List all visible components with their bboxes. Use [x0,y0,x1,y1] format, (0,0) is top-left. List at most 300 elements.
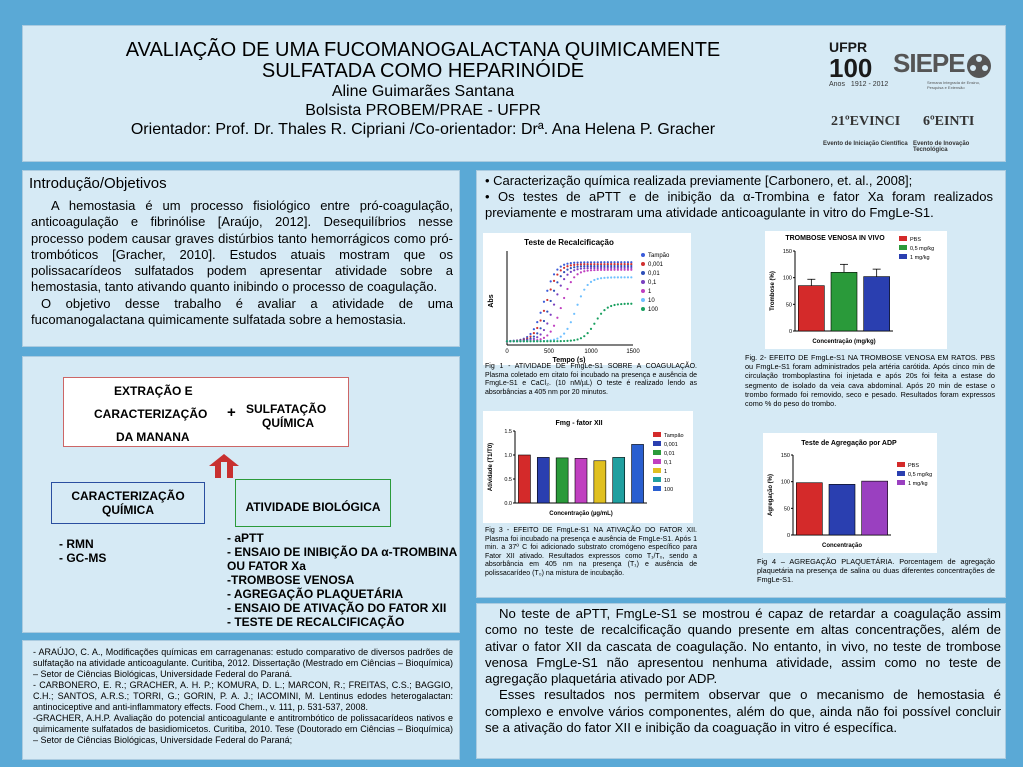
data-point [587,267,589,269]
bar [537,457,549,503]
chemical-methods-list [59,537,106,565]
data-point [536,340,538,342]
legend-marker [653,468,661,473]
ufpr-logo-anos-label: Anos [829,81,845,88]
y-tick-label: 100 [780,479,790,486]
data-point [566,265,568,267]
x-tick-label: 1000 [584,349,598,355]
data-point [523,340,525,342]
data-point [597,267,599,269]
data-point [573,339,575,341]
data-point [546,340,548,342]
fig1-caption: Fig 1 - ATIVIDADE DE FmgLe-S1 SOBRE A COAGULAÇÃO. Plasma coletado em citato foi incubado na presença e ausência de FmgLe-S1 e CaCl₂. (10 nM/µL) O teste é realizado lendo as absorbâncias a 405 nm por 20 minutos. [485,363,697,396]
data-point [576,273,578,275]
data-point [617,303,619,305]
data-point [546,334,548,336]
legend-label: 100 [648,307,659,313]
author: Aline Guimarães Santana [331,83,515,100]
platelet-aggregation-chart [763,433,937,553]
data-point [587,270,589,272]
data-point [580,265,582,267]
data-point [603,263,605,265]
data-point [603,261,605,263]
data-point [590,265,592,267]
data-point [506,340,508,342]
data-point [543,337,545,339]
data-point [617,265,619,267]
data-point [563,271,565,273]
data-point [607,306,609,308]
data-point [540,312,542,314]
data-point [630,261,632,263]
data-point [620,263,622,265]
data-point [587,261,589,263]
flow-extraction-line1: EXTRAÇÃO E [114,384,193,398]
data-point [624,303,626,305]
ufpr-logo-anos [829,81,889,88]
list-item: - RMN [59,537,94,551]
data-point [597,278,599,280]
conclusion-body [485,606,1001,736]
data-point [576,338,578,340]
data-point [583,335,585,337]
data-point [617,276,619,278]
data-point [590,267,592,269]
data-point [570,281,572,283]
data-point [556,273,558,275]
data-point [617,261,619,263]
conclusion-paragraph-2: Esses resultados nos permitem observar que o mecanismo de hemostasia é complexo e envolve vários componentes, além do que, ainda não foi possível concluir se a ativação do fator XII e inibição da coaguação in vitro é específica. [485,687,1001,736]
chart-title: Fmg - fator XII [555,420,603,427]
data-point [536,327,538,329]
data-point [540,319,542,321]
data-point [513,340,515,342]
legend-label: 10 [648,298,655,304]
data-point [620,276,622,278]
data-point [583,289,585,291]
list-item: - TESTE DE RECALCIFICAÇÃO [227,615,405,629]
data-point [587,263,589,265]
data-point [627,269,629,271]
einti-logo: 6ºEINTI [923,114,975,129]
list-item: - AGREGAÇÃO PLAQUETÁRIA [227,587,404,601]
legend-marker [653,441,661,446]
bar [829,484,855,535]
legend-marker [899,245,907,250]
data-point [556,281,558,283]
data-point [583,263,585,265]
results-intro [485,173,993,221]
legend-marker [641,298,645,302]
fig3-caption: Fig 3 - EFEITO DE FmgLe-S1 NA ATIVAÇÃO DO FATOR XII. Plasma foi incubado na presença e ausência de FmgLe-S1. Após 1 min. a 37º C foi adicionado substrato cromógeno específico para Fator XII ativado. Resultados expressos como T₁/T₀, sendo a absorbância em 405 nm na presença (T₁) e ausência de polissacarídeo (T₀) na mistura de incubação. [485,527,697,577]
data-point [556,337,558,339]
data-point [600,263,602,265]
data-point [529,333,531,335]
data-point [610,305,612,307]
data-point [627,267,629,269]
y-tick-label: 1.0 [504,453,512,459]
data-point [556,293,558,295]
legend-label: Tampão [664,433,684,439]
x-tick-label: 1500 [626,349,640,355]
chart-title: Teste de Recalcificação [524,238,614,247]
y-tick-label: 50 [783,506,790,513]
data-point [553,340,555,342]
legend-marker [641,271,645,275]
data-point [553,280,555,282]
legend-label: 10 [664,478,671,484]
bar [862,481,888,535]
data-point [560,285,562,287]
legend-label: 0,001 [664,442,678,448]
data-point [570,271,572,273]
legend-marker [897,480,905,485]
bar [864,277,890,331]
data-point [600,269,602,271]
y-tick-label: 0 [786,533,790,539]
data-point [607,276,609,278]
data-point [553,290,555,292]
y-axis-label: Trombose (%) [770,271,776,311]
data-point [570,267,572,269]
data-point [617,267,619,269]
data-point [570,340,572,342]
conclusion-paragraph-1: No teste de aPTT, FmgLe-S1 se mostrou é capaz de retardar a coagulação assim como no teste de recalcificação quando presente em altas concentrações, além de ativar o fator XII da cascata de coagulação. No entanto, in vivo, no teste de trombose venosa FmgLe-S1 não apresentou nenhuma atividade, assim como no teste de agregação plaquetária ativado por ADP. [485,606,1001,687]
flow-extraction-line3: DA MANANA [116,430,190,444]
poster-title-line1: AVALIAÇÃO DE UMA FUCOMANOGALACTANA QUIMICAMENTE [125,39,721,61]
data-point [563,297,565,299]
x-axis-label: Concentração [821,543,863,549]
intro-paragraph-2: O objetivo desse trabalho é avaliar a atividade de uma fucomanogalactana quimicamente sulfatada sobre a hemostasia. [31,295,453,328]
data-point [580,337,582,339]
data-point [550,280,552,282]
data-point [603,269,605,271]
chart-title: TROMBOSE VENOSA IN VIVO [785,235,885,242]
list-item: -TROMBOSE VENOSA [227,573,355,587]
data-point [613,265,615,267]
intro-paragraph-1: A hemostasia é um processo fisiológico entre pró-coagulação, anticoagulação e fibrinólise [Araújo, 2012]. Desequilíbrios nesse processo podem causar graves distúrbios tanto hemorrágicos como pró-trombóticos [Gracher, 2010]. Estudos atuais mostram que os polissacarídeos sulfatados podem apresentar atividade sobre a hemostasia, tanto ativando quanto inibindo o processo de coagulação. [31,198,453,295]
data-point [613,263,615,265]
data-point [607,265,609,267]
poster-title-line2: SULFATADA COMO HEPARINÓIDE [261,60,585,82]
legend-label: 0,001 [648,262,664,268]
data-point [600,267,602,269]
legend-marker [899,236,907,241]
data-point [610,263,612,265]
data-point [576,304,578,306]
legend-label: PBS [908,463,920,469]
data-point [529,335,531,337]
header-text [23,40,823,139]
x-axis-label: Concentração (mg/kg) [812,339,876,345]
data-point [627,261,629,263]
data-point [560,336,562,338]
legend-label: 100 [664,487,674,493]
data-point [546,290,548,292]
methods-panel [22,356,460,633]
data-point [573,276,575,278]
legend-marker [653,432,661,437]
list-item: - GC-MS [59,551,107,565]
data-point [563,340,565,342]
data-point [603,265,605,267]
legend-marker [641,289,645,293]
flow-box-extraction [63,377,349,447]
advisor: Orientador: Prof. Dr. Thales R. Cipriani /Co-orientador: Drª. Ana Helena P. Gracher [130,121,716,138]
ufpr-logo-number: 100 [829,53,873,83]
data-point [593,261,595,263]
data-point [630,303,632,305]
list-item: - aPTT [227,531,264,545]
data-point [576,268,578,270]
data-point [610,261,612,263]
bar [556,458,568,503]
data-point [630,265,632,267]
data-point [576,263,578,265]
data-point [563,278,565,280]
list-item: - ENSAIO DE INIBIÇÃO DA α-TROMBINA OU FATOR Xa [227,545,457,573]
legend-marker [641,253,645,257]
venous-thrombosis-chart [765,231,947,349]
flow-extraction-line2: CARACTERIZAÇÃO [94,407,208,421]
data-point [533,340,535,342]
data-point [597,261,599,263]
data-point [593,323,595,325]
data-point [516,340,518,342]
data-point [540,333,542,335]
data-point [580,295,582,297]
bar [796,483,822,535]
siepe-logo-subtitle: Semana Integrada de Ensino, Pesquisa e Extensão [927,80,980,90]
legend-label: 0,1 [648,280,657,286]
data-point [573,262,575,264]
data-point [590,269,592,271]
data-point [543,329,545,331]
y-tick-label: 1.5 [504,429,512,435]
data-point [560,265,562,267]
data-point [613,304,615,306]
bar [831,272,857,331]
data-point [543,320,545,322]
y-tick-label: 50 [785,302,792,309]
data-point [600,313,602,315]
legend-label: 0,5 mg/kg [910,246,935,252]
intro-heading: Introdução/Objetivos [29,175,167,192]
data-point [566,269,568,271]
data-point [583,265,585,267]
data-point [570,262,572,264]
data-point [546,310,548,312]
legend-marker [641,280,645,284]
data-point [590,263,592,265]
legend-marker [653,477,661,482]
flow-sulfation-line2: QUÍMICA [262,416,314,430]
legend-label: Tampão [648,253,670,259]
legend-label: 0,5 mg/kg [908,472,933,478]
intro-panel [22,170,460,347]
data-point [563,264,565,266]
data-point [576,266,578,268]
ufpr-logo [829,40,889,102]
fig4-caption: Fig 4 – AGREGAÇÃO PLAQUETÁRIA. Porcentagem de agregação plaquetária na presença de salina ou duas diferentes concentrações de FmgLe-S1. [757,557,995,585]
y-tick-label: 0 [788,329,792,335]
data-point [536,321,538,323]
y-tick-label: 150 [782,249,792,255]
list-item: - ENSAIO DE ATIVAÇÃO DO FATOR XII [227,601,447,615]
flow-box-biological: ATIVIDADE BIOLÓGICA [235,479,391,527]
siepe-logo-text: SIEPE [893,48,965,78]
factor-xii-chart [483,411,693,523]
x-tick-label: 500 [543,349,555,355]
data-point [583,261,585,263]
data-point [587,284,589,286]
x-tick-label: 0 [505,349,509,355]
data-point [533,328,535,330]
data-point [593,265,595,267]
y-tick-label: 100 [782,275,792,282]
conclusion-panel [476,603,1006,759]
legend-marker [899,254,907,259]
data-point [553,273,555,275]
legend-label: PBS [910,237,922,243]
data-point [624,265,626,267]
x-axis-label: Tempo (s) [552,357,586,364]
y-tick-label: 0.5 [504,477,512,483]
data-point [620,269,622,271]
ufpr-logo-top: UFPR [829,39,868,55]
data-point [597,269,599,271]
x-axis-label: Concentração (µg/mL) [549,511,613,517]
grant: Bolsista PROBEM/PRAE - UFPR [305,102,541,119]
data-point [560,275,562,277]
data-point [600,265,602,267]
data-point [620,303,622,305]
data-point [624,269,626,271]
legend-label: 0,01 [664,451,675,457]
data-point [630,269,632,271]
data-point [536,332,538,334]
biological-methods-list [227,531,457,629]
data-point [607,263,609,265]
flow-plus-sign: + [227,404,236,421]
references-list [33,647,453,746]
data-point [580,271,582,273]
chart-title: Teste de Agregação por ADP [801,440,897,447]
data-point [556,268,558,270]
data-point [607,261,609,263]
data-point [620,265,622,267]
data-point [624,261,626,263]
data-point [593,263,595,265]
siepe-logo [893,48,993,98]
data-point [597,263,599,265]
data-point [613,269,615,271]
data-point [627,276,629,278]
data-point [593,269,595,271]
data-point [580,268,582,270]
data-point [573,264,575,266]
data-point [533,335,535,337]
data-point [617,269,619,271]
data-point [597,265,599,267]
data-point [610,267,612,269]
reference-item: -GRACHER, A.H.P. Avaliação do potencial anticoagulante e antitrombótico de polissacarídeos nativos e quimicamente sulfatados de basidiomicetos. Curitiba, 2010. Tese (Doutorado em Ciências – Bioquímica) – Setor de Ciências Biológicas, Universidade Federal do Paraná; [33,713,453,745]
data-point [536,336,538,338]
results-bullet-1: • Caracterização química realizada previamente [Carbonero, et. al., 2008]; [485,173,913,188]
data-point [607,267,609,269]
data-point [563,333,565,335]
data-point [593,267,595,269]
bar [632,444,644,503]
legend-marker [653,486,661,491]
results-panel [476,170,1006,598]
data-point [627,303,629,305]
flow-box-chemical: CARACTERIZAÇÃO QUÍMICA [51,482,205,524]
data-point [587,332,589,334]
legend-label: 0,01 [648,271,660,277]
data-point [583,267,585,269]
data-point [543,310,545,312]
data-point [590,281,592,283]
legend-marker [897,471,905,476]
legend-label: 1 [648,289,652,295]
data-point [576,261,578,263]
legend-marker [641,307,645,311]
data-point [573,266,575,268]
legend-marker [653,450,661,455]
data-point [526,340,528,342]
data-point [620,261,622,263]
data-point [566,340,568,342]
data-point [603,267,605,269]
data-point [600,261,602,263]
data-point [566,288,568,290]
data-point [610,265,612,267]
data-point [550,288,552,290]
flow-sulfation-line1: SULFATAÇÃO [246,402,327,416]
data-point [627,263,629,265]
data-point [613,267,615,269]
data-point [583,270,585,272]
data-point [603,277,605,279]
recalcification-chart [483,233,691,365]
legend-marker [897,462,905,467]
data-point [533,332,535,334]
split-arrows-icon [207,452,241,480]
header-panel [22,25,1006,162]
data-point [529,340,531,342]
data-point [550,300,552,302]
data-point [580,263,582,265]
data-point [630,276,632,278]
data-point [624,276,626,278]
data-point [566,274,568,276]
intro-body [31,198,453,328]
reference-item: - ARAÚJO, C. A., Modificações químicas em carragenanas: estudo comparativo de diversos padrões de sulfatação na atividade anticoagulante. Curitiba, 2012. Dissertação (Mestrado em Ciências – Bioquímica) – Setor de Ciências Biológicas, Universidade Federal do Paraná. [33,647,453,679]
data-point [573,269,575,271]
data-point [573,313,575,315]
legend-label: 1 [664,469,668,475]
bar [798,286,824,331]
bar [518,455,530,503]
data-point [546,299,548,301]
y-tick-label: 0.0 [504,501,512,507]
reference-item: - CARBONERO, E. R.; GRACHER, A. H. P.; KOMURA, D. L.; MARCON, R.; FREITAS, C.S.; BAGGIO, C.H.; SANTOS, A.R.S.; TORRI, G.; GORIN, P. A. J.; IACOMINI, M. Lentinus edodes heterogalactan: antinociceptive and anti-inflammatory effects. Food Chem., v. 111, p. 531-537, 2008. [33,680,453,712]
data-point [607,269,609,271]
legend-marker [641,262,645,266]
data-point [630,263,632,265]
data-point [630,267,632,269]
